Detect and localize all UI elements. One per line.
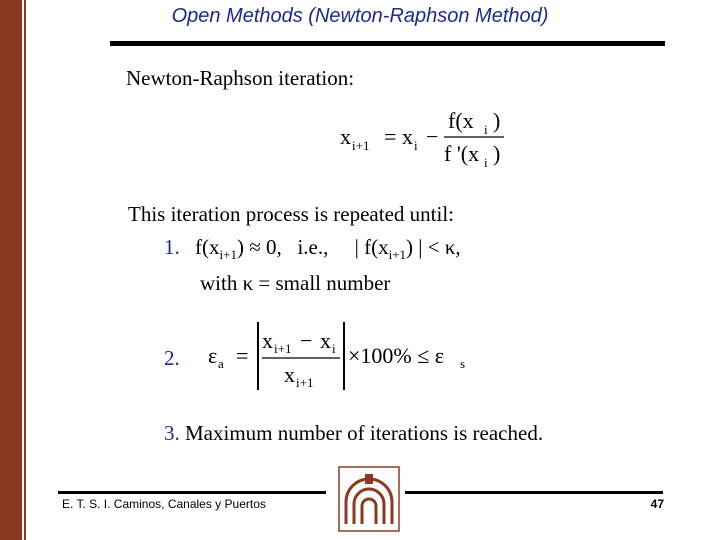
newton-raphson-formula: [338, 106, 508, 170]
page-number: 47: [650, 497, 664, 511]
university-logo-icon: [338, 466, 400, 532]
criterion-2-number: 2.: [164, 346, 180, 370]
criterion-1-b-sub: i+1: [388, 247, 407, 263]
formula1-lhs-sub: i+1: [352, 138, 370, 153]
criterion-3-number: 3.: [164, 421, 180, 445]
formula1-x-sub: i: [414, 138, 418, 153]
formula1-eq: =: [384, 124, 397, 149]
criterion-1-b: ) ≈ 0, i.e., | f(x: [236, 235, 389, 259]
formula2-eps: ε: [208, 343, 218, 368]
formula1-denominator: f '(x: [444, 141, 480, 166]
criterion-1-c: ) | < κ,: [406, 235, 461, 259]
criterion-1-a: f(x: [195, 235, 220, 259]
slide-title: Open Methods (Newton-Raphson Method): [171, 5, 549, 27]
formula1-numerator-sub: i: [484, 122, 488, 137]
formula2-eps-sub: a: [218, 356, 224, 371]
formula1-numerator-close: ): [493, 108, 501, 133]
criterion-1-line2: with κ = small number: [200, 271, 391, 295]
footer-rule-right: [405, 491, 663, 494]
relative-error-formula: [204, 320, 474, 392]
left-accent-bar: [0, 0, 22, 540]
intro-text: Newton-Raphson iteration:: [126, 66, 355, 90]
formula1-lhs: x: [340, 124, 351, 149]
formula2-den-x: x: [284, 362, 295, 387]
footer-rule-left: [58, 491, 326, 494]
formula2-num-x1-sub: i+1: [274, 341, 292, 356]
criterion-1-a-sub: i+1: [219, 247, 237, 263]
formula2-num-minus: −: [300, 328, 313, 353]
formula2-num-x1: x: [262, 328, 273, 353]
formula1-x: x: [402, 124, 413, 149]
formula1-denominator-sub: i: [484, 155, 488, 170]
left-accent-line: [24, 0, 26, 540]
formula2-tail-sub: s: [460, 356, 466, 371]
criterion-3: [164, 421, 543, 446]
criterion-3-text: Maximum number of iterations is reached.: [185, 421, 544, 445]
formula1-denominator-close: ): [493, 141, 501, 166]
formula2-times: ×100% ≤ ε: [348, 343, 445, 368]
formula1-numerator: f(x: [448, 108, 474, 133]
formula2-num-x2: x: [320, 328, 331, 353]
formula1-minus: −: [426, 124, 439, 149]
criterion-1: [164, 235, 461, 263]
repeat-line: This iteration process is repeated until:: [128, 202, 454, 226]
title-rule: [110, 41, 665, 46]
criterion-1-number: 1.: [164, 235, 180, 259]
formula2-eq: =: [236, 343, 249, 368]
formula2-den-sub: i+1: [296, 375, 314, 390]
footer-institution: E. T. S. I. Caminos, Canales y Puertos: [62, 497, 266, 511]
formula2-num-x2-sub: i: [332, 341, 336, 356]
